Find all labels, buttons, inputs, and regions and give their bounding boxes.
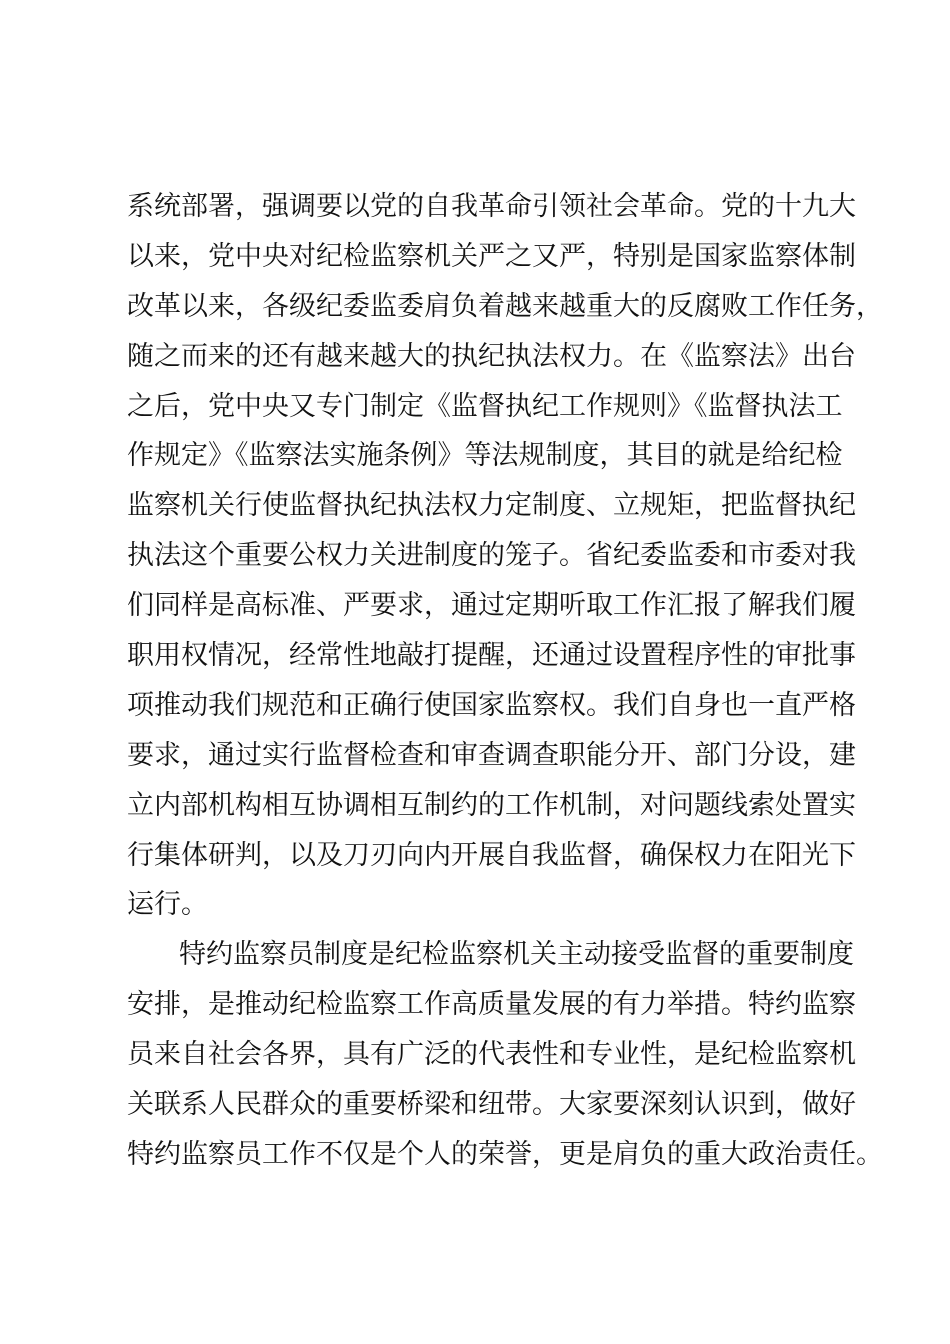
text-line: 要求，通过实行监督检查和审查调查职能分开、部门分设，建 bbox=[127, 739, 856, 771]
text-line: 改革以来，各级纪委监委肩负着越来越重大的反腐败工作任务， bbox=[127, 290, 883, 322]
text-line: 特约监察员工作不仅是个人的荣誉，更是肩负的重大政治责任。 bbox=[127, 1138, 883, 1170]
text-line: 项推动我们规范和正确行使国家监察权。我们自身也一直严格 bbox=[127, 689, 856, 721]
text-line: 职用权情况，经常性地敲打提醒，还通过设置程序性的审批事 bbox=[127, 640, 856, 672]
text-line: 执法这个重要公权力关进制度的笼子。省纪委监委和市委对我 bbox=[127, 540, 856, 572]
text-line: 立内部机构相互协调相互制约的工作机制，对问题线索处置实 bbox=[127, 789, 856, 821]
text-line-indented: 特约监察员制度是纪检监察机关主动接受监督的重要制度 bbox=[179, 939, 854, 971]
text-line: 们同样是高标准、严要求，通过定期听取工作汇报了解我们履 bbox=[127, 590, 856, 622]
text-line: 安排，是推动纪检监察工作高质量发展的有力举措。特约监察 bbox=[127, 989, 856, 1021]
text-line: 运行。 bbox=[127, 889, 208, 921]
paragraph-2 bbox=[127, 930, 883, 1179]
text-line: 员来自社会各界，具有广泛的代表性和专业性，是纪检监察机 bbox=[127, 1039, 856, 1071]
text-line: 行集体研判，以及刀刃向内开展自我监督，确保权力在阳光下 bbox=[127, 839, 856, 871]
body-text bbox=[127, 182, 883, 1180]
text-line: 系统部署，强调要以党的自我革命引领社会革命。党的十九大 bbox=[127, 191, 856, 222]
text-line: 以来，党中央对纪检监察机关严之又严，特别是国家监察体制 bbox=[127, 240, 856, 272]
paragraph-1 bbox=[127, 182, 883, 930]
text-line: 关联系人民群众的重要桥梁和纽带。大家要深刻认识到，做好 bbox=[127, 1089, 856, 1121]
text-line: 随之而来的还有越来越大的执纪执法权力。在《监察法》出台 bbox=[127, 340, 856, 372]
text-line: 之后，党中央又专门制定《监督执纪工作规则》《监督执法工 bbox=[127, 390, 843, 422]
text-line: 监察机关行使监督执纪执法权力定制度、立规矩，把监督执纪 bbox=[127, 490, 856, 522]
text-line: 作规定》《监察法实施条例》等法规制度，其目的就是给纪检 bbox=[127, 440, 843, 472]
